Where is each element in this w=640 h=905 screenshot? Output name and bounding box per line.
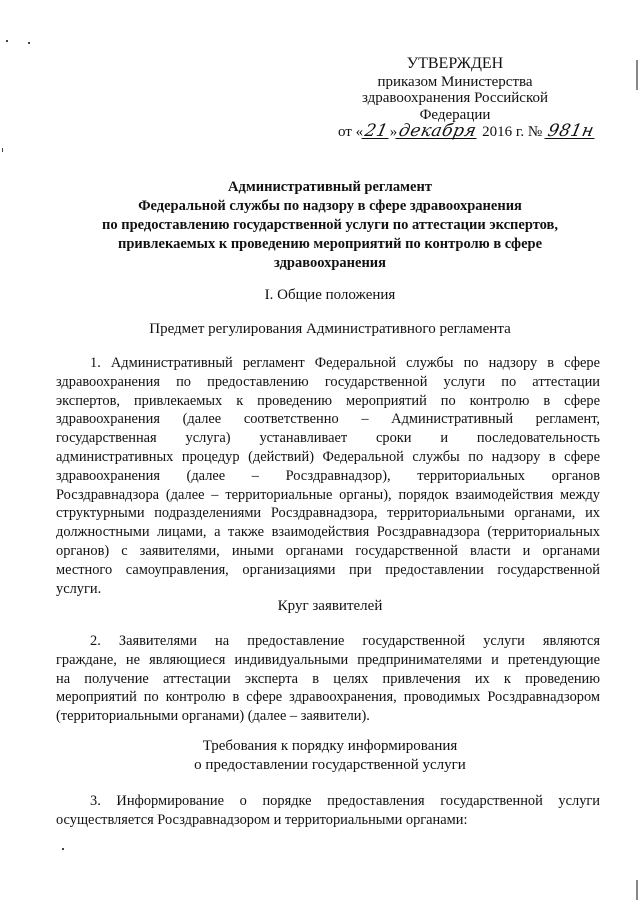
title-line: привлекаемых к проведению мероприятий по контролю в сфере [117, 236, 543, 252]
title-line: Административный регламент [228, 179, 432, 195]
approval-heading: УТВЕРЖДЕН [406, 55, 504, 72]
handwritten-day: 21 [363, 121, 390, 141]
approval-line: здравоохранения Российской [361, 90, 549, 106]
subsection-heading: Круг заявителей [277, 598, 383, 614]
approval-line: Федерации [419, 106, 491, 123]
section-heading: I. Общие положения [264, 287, 396, 303]
paragraph-line: местного самоуправления, организациями при предоставлении государственной [56, 561, 600, 578]
approval-line: приказом Министерства [377, 73, 533, 90]
paragraph-1 [56, 354, 600, 598]
paragraph-line: экспертов, привлекаемых к проведению мероприятий по контролю в сфере [56, 392, 600, 409]
paragraph-line: структурными подразделениями Росздравнадзора, территориальными органами, их [56, 505, 600, 522]
subsection-heading: Предмет регулирования Административного регламента [149, 321, 511, 337]
paragraph-line: граждане, не являющиеся индивидуальными предпринимателями и претендующие [56, 651, 600, 668]
scan-speck [2, 148, 3, 152]
document-title [60, 178, 600, 273]
subsection-heading: о предоставлении государственной услуги [194, 757, 466, 773]
paragraph-line: здравоохранения (далее – Росздравнадзор), территориальных органов [56, 467, 600, 484]
date-mid: » [389, 124, 398, 140]
title-line: здравоохранения [274, 255, 386, 271]
paragraph-3 [56, 792, 600, 830]
paragraph-line: здравоохранения (далее соответственно – Административный регламент, [56, 411, 600, 428]
paragraph-line: государственная услуга) устанавливает сроки и последовательность [56, 430, 600, 447]
paragraph-line: органов) с заявителями, иными органами государственной власти и органами [56, 542, 600, 559]
scan-speck [28, 42, 30, 44]
paragraph-line: 1. Административный регламент Федеральной службы по надзору в сфере [90, 355, 600, 371]
paragraph-line: Росздравнадзора (далее – территориальные органы), порядок взаимодействия между [56, 486, 600, 503]
handwritten-month: декабря [397, 121, 479, 141]
paragraph-2 [56, 632, 600, 726]
handwritten-number: 981н [545, 121, 596, 141]
paragraph-line: осуществляется Росздравнадзором и территориальными органами: [56, 811, 468, 828]
paragraph-line: услуги. [56, 580, 102, 597]
paragraph-line: (территориальными органами) (далее – заявители). [56, 708, 370, 725]
paragraph-line: 3. Информирование о порядке предоставления государственной услуги [90, 793, 600, 809]
paragraph-line: здравоохранения по предоставлению государственной услуги по аттестации [56, 373, 600, 390]
subsection-heading: Требования к порядку информирования [202, 738, 458, 754]
paragraph-line: мероприятий по контролю в сфере здравоохранения, проводимых Росздравнадзором [56, 689, 600, 706]
approval-block [330, 55, 596, 141]
scan-edge [636, 880, 638, 900]
scan-speck [62, 848, 64, 850]
paragraph-line: административных процедур (действий) Федеральной службы по надзору в сфере [56, 448, 600, 465]
date-prefix: от « [338, 124, 364, 140]
approval-date-line [330, 121, 596, 141]
date-year: 2016 г. № [478, 124, 546, 140]
title-line: Федеральной службы по надзору в сфере здравоохранения [138, 198, 522, 214]
title-line: по предоставлению государственной услуги по аттестации экспертов, [101, 217, 558, 233]
paragraph-line: 2. Заявителями на предоставление государственной услуги являются [90, 633, 600, 649]
scan-speck [6, 40, 8, 42]
paragraph-line: должностными лицами, а также взаимодействия Росздравнадзора (территориальных [56, 524, 600, 541]
scan-edge [636, 60, 638, 90]
paragraph-line: на получение аттестации эксперта в целях привлечения их к проведению [56, 670, 600, 687]
